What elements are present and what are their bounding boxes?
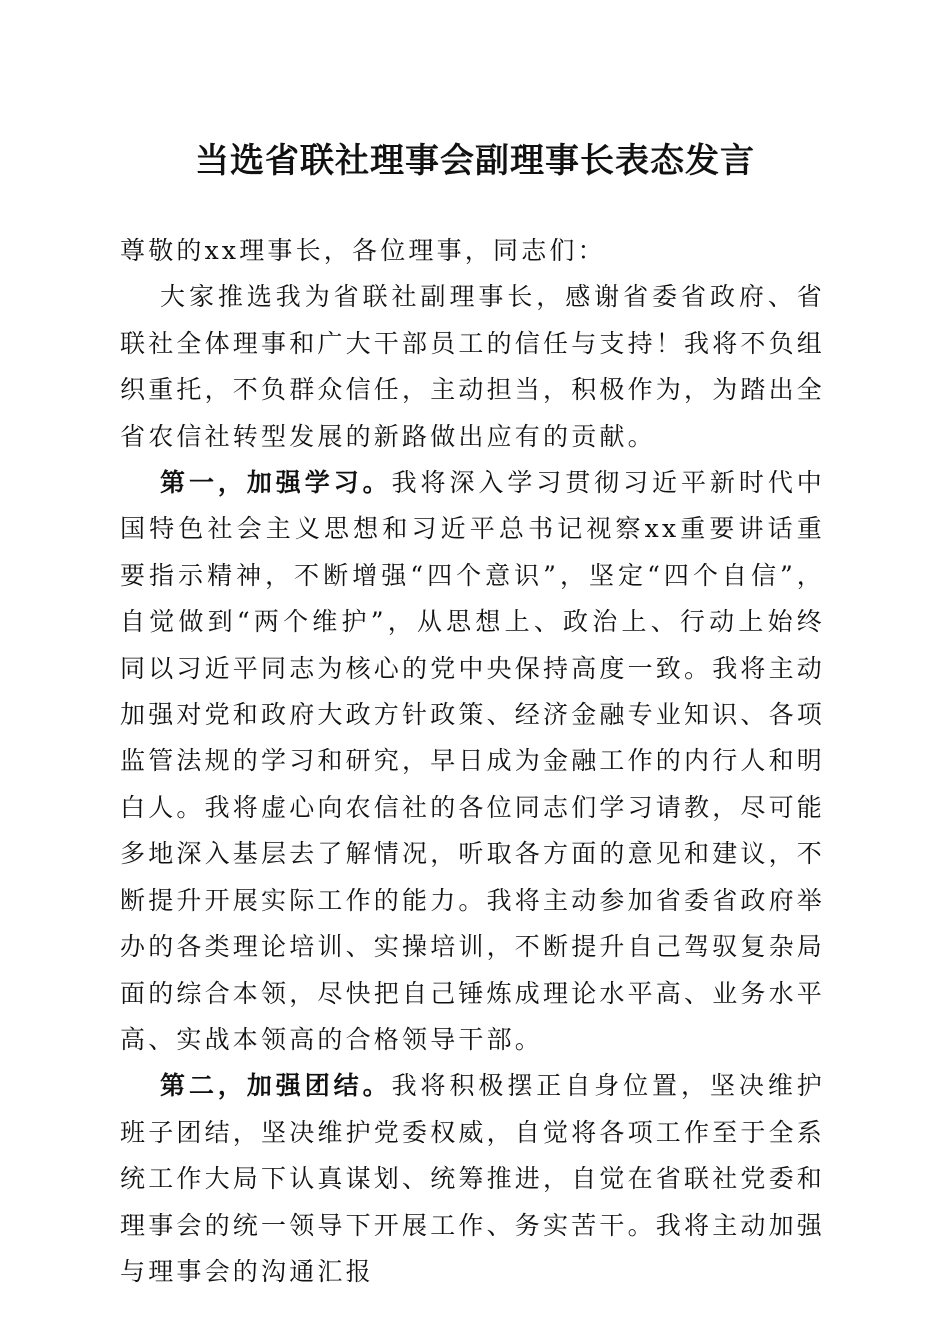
document-body [120, 228, 825, 1295]
paragraph-intro [120, 274, 825, 460]
salutation: 尊敬的xx理事长，各位理事，同志们： [120, 236, 606, 265]
document-title: 当选省联社理事会副理事长表态发言 [195, 141, 755, 181]
paragraph-study [120, 460, 825, 1063]
paragraph-text: 大家推选我为省联社副理事长，感谢省委省政府、省联社全体理事和广大干部员工的信任与支持！我将不负组织重托，不负群众信任，主动担当，积极作为，为踏出全省农信社转型发展的新路做出应有的贡献。 [120, 282, 826, 451]
paragraph-lead: 第二，加强团结。 [160, 1071, 392, 1101]
paragraph-unity [120, 1063, 825, 1295]
paragraph-lead: 第一，加强学习。 [160, 468, 392, 498]
paragraph-text: 我将深入学习贯彻习近平新时代中国特色社会主义思想和习近平总书记视察xx重要讲话重要指示精神，不断增强“四个意识”，坚定“四个自信”，自觉做到“两个维护”，从思想上、政治上、行动上始终同以习近平同志为核心的党中央保持高度一致。我将主动加强对党和政府大政方针政策、经济金融专业知识、各项监管法规的学习和研究，早日成为金融工作的内行人和明白人。我将虚心向农信社的各位同志们学习请教，尽可能多地深入基层去了解情况，听取各方面的意见和建议，不断提升开展实际工作的能力。我将主动参加省委省政府举办的各类理论培训、实操培训，不断提升自己驾驭复杂局面的综合本领，尽快把自己锤炼成理论水平高、业务水平高、实战本领高的合格领导干部。 [120, 468, 826, 1054]
paragraph-text: 我将积极摆正自身位置，坚决维护班子团结，坚决维护党委权威，自觉将各项工作至于全系统工作大局下认真谋划、统筹推进，自觉在省联社党委和理事会的统一领导下开展工作、务实苦干。我将主动加强与理事会的沟通汇报 [120, 1071, 826, 1286]
